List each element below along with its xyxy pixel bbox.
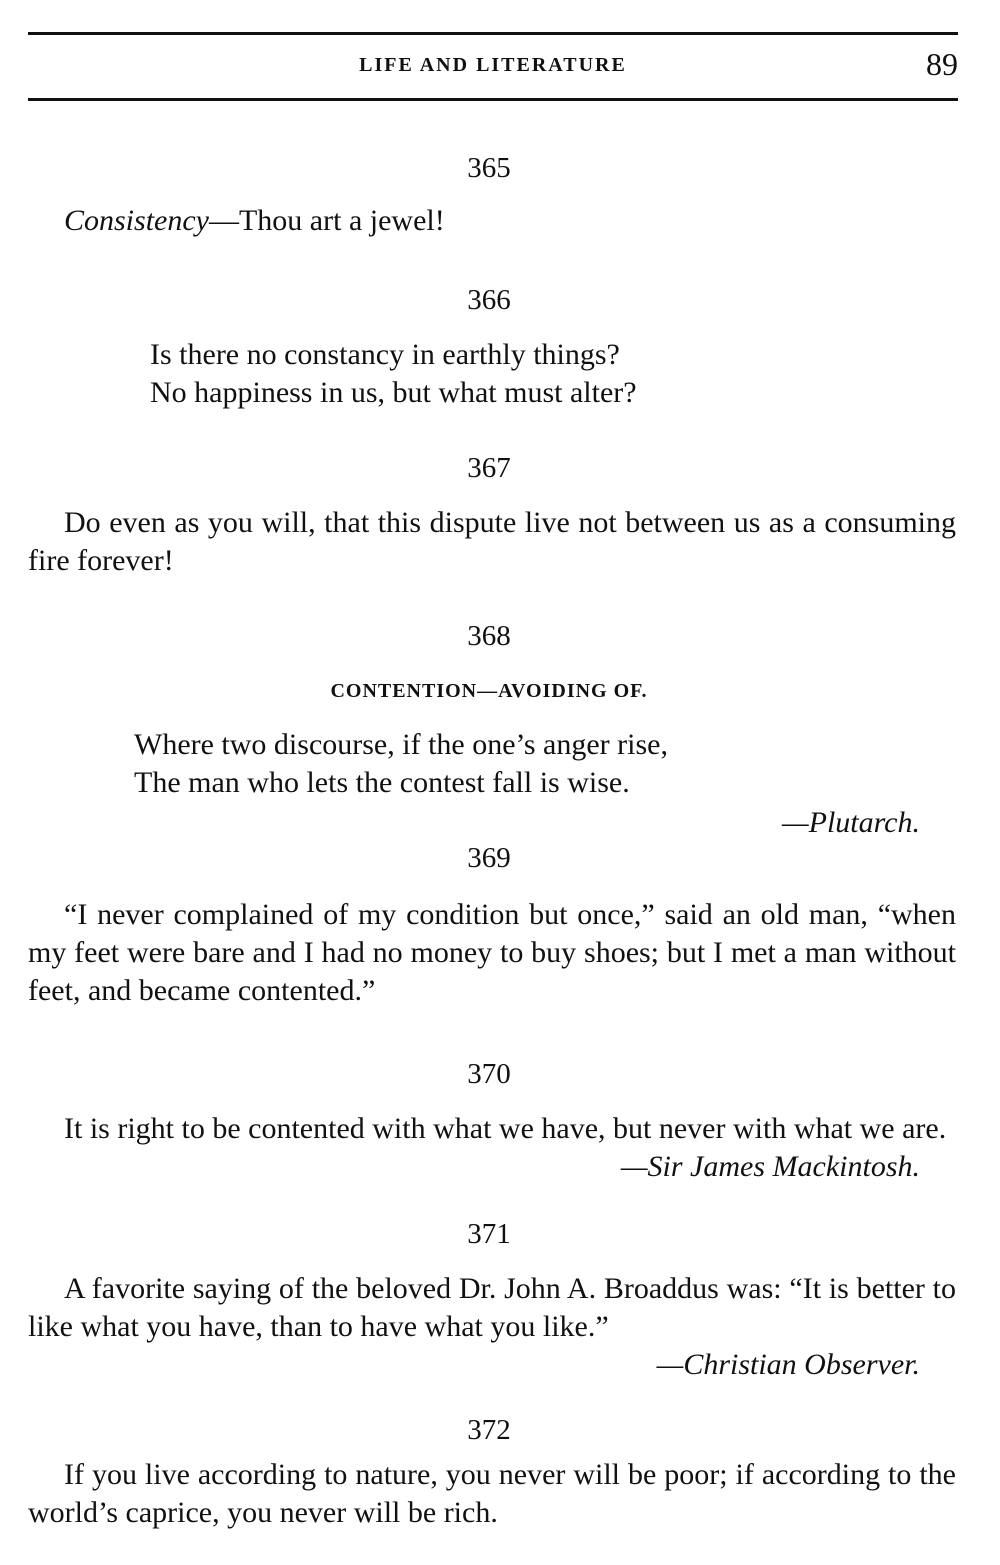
entry-366-line-1: Is there no constancy in earthly things? — [150, 338, 620, 371]
entry-365-text — [64, 202, 445, 240]
running-title: LIFE AND LITERATURE — [359, 54, 627, 76]
entry-366-line-2: No happiness in us, but what must alter? — [150, 376, 637, 409]
entry-369-text: “I never complained of my condition but once,” said an old man, “when my feet were bare and I had no money to buy shoes; but I met a man without feet, and became contented.” — [28, 898, 956, 1007]
page-number: 89 — [926, 46, 958, 82]
header-rule-bottom — [28, 98, 958, 101]
entry-number-367: 367 — [467, 452, 511, 484]
entry-368-line-1: Where two discourse, if the one’s anger rise, — [134, 728, 668, 761]
entry-368-line-2: The man who lets the contest fall is wise. — [134, 766, 630, 799]
entry-370-text: It is right to be contented with what we have, but never with what we are. — [64, 1112, 947, 1145]
entry-371-attribution: —Christian Observer. — [656, 1348, 920, 1381]
entry-365-italic-lead: Consistency — [64, 204, 209, 237]
entry-368-attribution: —Plutarch. — [781, 806, 920, 839]
entry-367-text: Do even as you will, that this dispute live not between us as a consuming fire forever! — [28, 506, 956, 577]
entry-number-370: 370 — [467, 1058, 511, 1090]
header-rule-top — [28, 32, 958, 35]
entry-365-rest: —Thou art a jewel! — [208, 204, 445, 237]
entry-number-365: 365 — [467, 152, 511, 184]
entry-number-369: 369 — [467, 842, 511, 874]
entry-number-366: 366 — [467, 284, 511, 316]
entry-371-text: A favorite saying of the beloved Dr. John A. Broaddus was: “It is better to like what you have, than to have what you like.” — [28, 1272, 956, 1343]
entry-number-368: 368 — [467, 620, 511, 652]
entry-372-text: If you live according to nature, you never will be poor; if according to the world’s caprice, you never will be rich. — [28, 1458, 956, 1529]
entry-number-372: 372 — [467, 1414, 511, 1446]
entry-number-371: 371 — [467, 1218, 511, 1250]
entry-368-heading: CONTENTION—AVOIDING OF. — [330, 680, 648, 702]
running-head — [28, 46, 958, 82]
entry-370-attribution: —Sir James Mackintosh. — [620, 1150, 920, 1183]
